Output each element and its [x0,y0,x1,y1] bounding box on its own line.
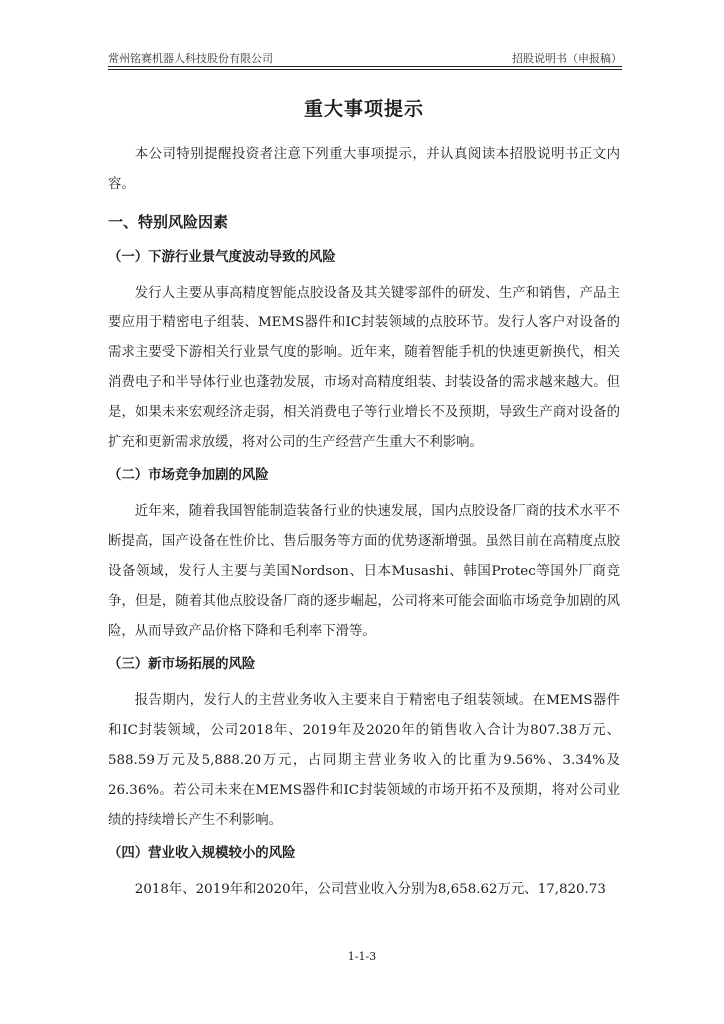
risk-text-competition: 近年来，随着我国智能制造装备行业的快速发展，国内点胶设备厂商的技术水平不断提高，国产设备在性价比、售后服务等方面的优势逐渐增强。虽然目前在高精度点胶设备领域，发行人主要与美国Nordson、日本Musashi、韩国Protec等国外厂商竞争，但是，随着其他点胶设备厂商的逐步崛起，公司将来可能会面临市场竞争加剧的风险，从而导致产品价格下降和毛利率下滑等。 [108,504,620,639]
header-rule [108,66,622,67]
risk-text-new-market: 报告期内，发行人的主营业务收入主要来自于精密电子组装领域。在MEMS器件和IC封装领域，公司2018年、2019年及2020年的销售收入合计为807.38万元、588.59万元及5,888.20万元，占同期主营业务收入的比重为9.56%、3.34%及26.36%。若公司未来在MEMS器件和IC封装领域的市场开拓不及预期，将对公司业绩的持续增长产生不利影响。 [108,693,620,828]
header-document-type: 招股说明书（申报稿） [512,52,622,65]
risk-heading-new-market: （三）新市场拓展的风险 [108,657,256,673]
risk-heading-downstream: （一）下游行业景气度波动导致的风险 [108,249,336,265]
section-heading-special-risks: 一、特别风险因素 [108,212,229,231]
header-rule-thin [108,69,622,70]
header-company-name: 常州铭赛机器人科技股份有限公司 [108,52,273,65]
document-title: 重大事项提示 [303,98,424,120]
page-number: 1-1-3 [347,950,377,963]
intro-paragraph: 本公司特别提醒投资者注意下列重大事项提示，并认真阅读本招股说明书正文内容。 [108,147,620,192]
running-header [108,49,622,67]
risk-heading-revenue-scale: （四）营业收入规模较小的风险 [108,846,296,862]
risk-heading-competition: （二）市场竞争加剧的风险 [108,468,269,484]
document-body [108,94,620,905]
risk-text-revenue-scale: 2018年、2019年和2020年，公司营业收入分别为8,658.62万元、17,820.73 [134,882,606,898]
risk-text-downstream: 发行人主要从事高精度智能点胶设备及其关键零部件的研发、生产和销售，产品主要应用于精密电子组装、MEMS器件和IC封装领域的点胶环节。发行人客户对设备的需求主要受下游相关行业景气度的影响。近年来，随着智能手机的快速更新换代，相关消费电子和半导体行业也蓬勃发展，市场对高精度组装、封装设备的需求越来越大。但是，如果未来宏观经济走弱，相关消费电子等行业增长不及预期，导致生产商对设备的扩充和更新需求放缓，将对公司的生产经营产生重大不利影响。 [108,285,620,450]
